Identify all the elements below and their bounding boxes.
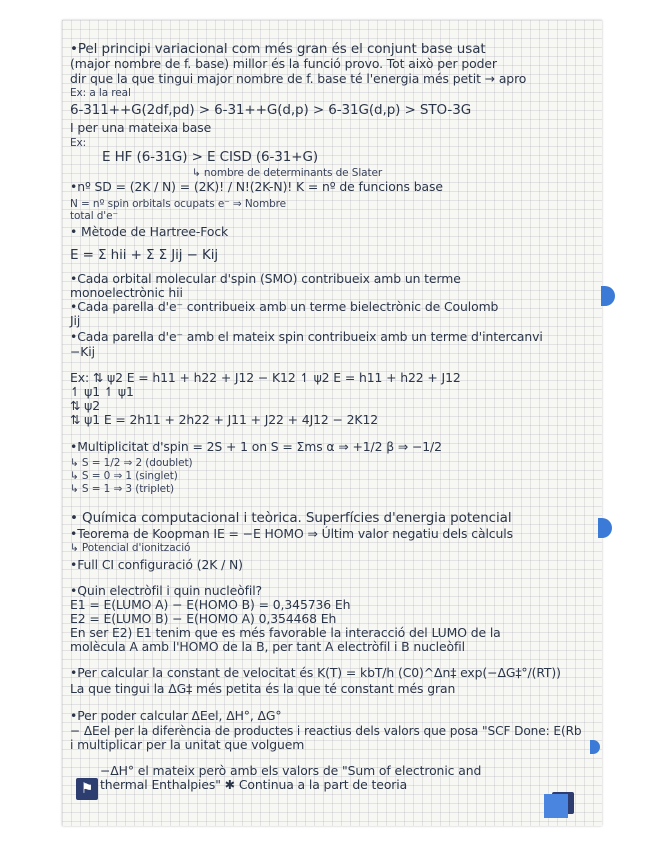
divider-tab[interactable]	[601, 286, 615, 306]
note-line: monoelectrònic hii	[70, 285, 183, 300]
note-line: Jij	[70, 313, 81, 328]
note-line: ⇅ ψ2	[70, 398, 100, 413]
note-line: •nº SD = (2K / N) = (2K)! / N!(2K-N)! K = nº de funcions base	[70, 179, 443, 194]
note-line: I per una mateixa base	[70, 120, 212, 135]
note-line: E = Σ hii + Σ Σ Jij − Kij	[70, 247, 219, 263]
note-line: −ΔH° el mateix però amb els valors de "Sum of electronic and	[100, 763, 482, 778]
page-corner-marker	[544, 794, 568, 818]
note-line: Ex:	[70, 137, 87, 149]
note-line: ↿ ψ1 ↿ ψ1	[70, 384, 134, 399]
note-line: • Mètode de Hartree-Fock	[70, 224, 229, 239]
note-line: ⇅ ψ1 E = 2h11 + 2h22 + J11 + J22 + 4J12 − 2K12	[70, 412, 379, 427]
note-line: (major nombre de f. base) millor és la funció provo. Tot això per poder	[70, 56, 497, 71]
note-line: ↳ S = 1/2 ⇒ 2 (doublet)	[70, 457, 193, 469]
note-line: Ex: ⇅ ψ2 E = h11 + h22 + J12 − K12 ↿ ψ2 E = h11 + h22 + J12	[70, 370, 461, 385]
note-line: ↳ S = 1 ⇒ 3 (triplet)	[70, 483, 175, 495]
note-line: •Per calcular la constant de velocitat és K(T) = kbT/h (C0)^Δn‡ exp(−ΔG‡°/(RT))	[70, 665, 561, 680]
note-line: dir que la que tingui major nombre de f. base té l'energia més petit → apro	[70, 71, 527, 86]
divider-tab[interactable]	[598, 518, 612, 538]
note-line: La que tingui la ΔG‡ més petita és la que té constant més gran	[70, 681, 456, 696]
note-line: thermal Enthalpies" ✱ Continua a la part de teoria	[100, 777, 408, 792]
note-line: •Per poder calcular ΔEel, ΔH°, ΔG°	[70, 708, 282, 723]
note-line: •Quin electròfil i quin nucleòfil?	[70, 583, 263, 598]
note-line: E HF (6-31G) > E CISD (6-31+G)	[102, 149, 318, 165]
note-line: Ex: a la real	[70, 87, 131, 99]
note-line: molècula A amb l'HOMO de la B, per tant A electròfil i B nucleòfil	[70, 639, 465, 654]
notebook-page	[62, 20, 602, 826]
note-line: • Química computacional i teòrica. Superfícies d'energia potencial	[70, 510, 512, 526]
note-line: ↳ nombre de determinants de Slater	[192, 167, 383, 179]
bookmark-icon[interactable]: ⚑	[76, 778, 98, 800]
note-line: N = nº spin orbitals ocupats e⁻ ⇒ Nombre	[70, 198, 286, 210]
note-line: •Teorema de Koopman IE = −E HOMO ⇒ Últim valor negatiu dels càlculs	[70, 526, 513, 541]
note-line: E1 = E(LUMO A) − E(HOMO B) = 0,345736 Eh	[70, 597, 351, 612]
note-line: −Kij	[70, 344, 95, 359]
note-line: •Pel principi variacional com més gran és el conjunt base usat	[70, 41, 486, 57]
note-line: En ser E2) E1 tenim que es més favorable la interacció del LUMO de la	[70, 625, 501, 640]
note-line: total d'e⁻	[70, 210, 118, 222]
note-line: 6-311++G(2df,pd) > 6-31++G(d,p) > 6-31G(d,p) > STO-3G	[70, 102, 472, 118]
note-line: i multiplicar per la unitat que volguem	[70, 737, 305, 752]
note-line: − ΔEel per la diferència de productes i reactius dels valors que posa "SCF Done: E(Rb	[70, 723, 582, 738]
note-line: •Cada parella d'e⁻ contribueix amb un terme bielectrònic de Coulomb	[70, 299, 499, 314]
note-line: ↳ Potencial d'ionització	[70, 542, 191, 554]
note-line: E2 = E(LUMO B) − E(HOMO A) 0,354468 Eh	[70, 611, 337, 626]
note-line: •Cada orbital molecular d'spin (SMO) contribueix amb un terme	[70, 271, 461, 286]
note-line: •Cada parella d'e⁻ amb el mateix spin contribueix amb un terme d'intercanvi	[70, 329, 543, 344]
note-line: •Multiplicitat d'spin = 2S + 1 on S = Σms α ⇒ +1/2 β ⇒ −1/2	[70, 439, 442, 454]
note-line: •Full CI configuració (2K / N)	[70, 557, 243, 572]
note-line: ↳ S = 0 ⇒ 1 (singlet)	[70, 470, 178, 482]
